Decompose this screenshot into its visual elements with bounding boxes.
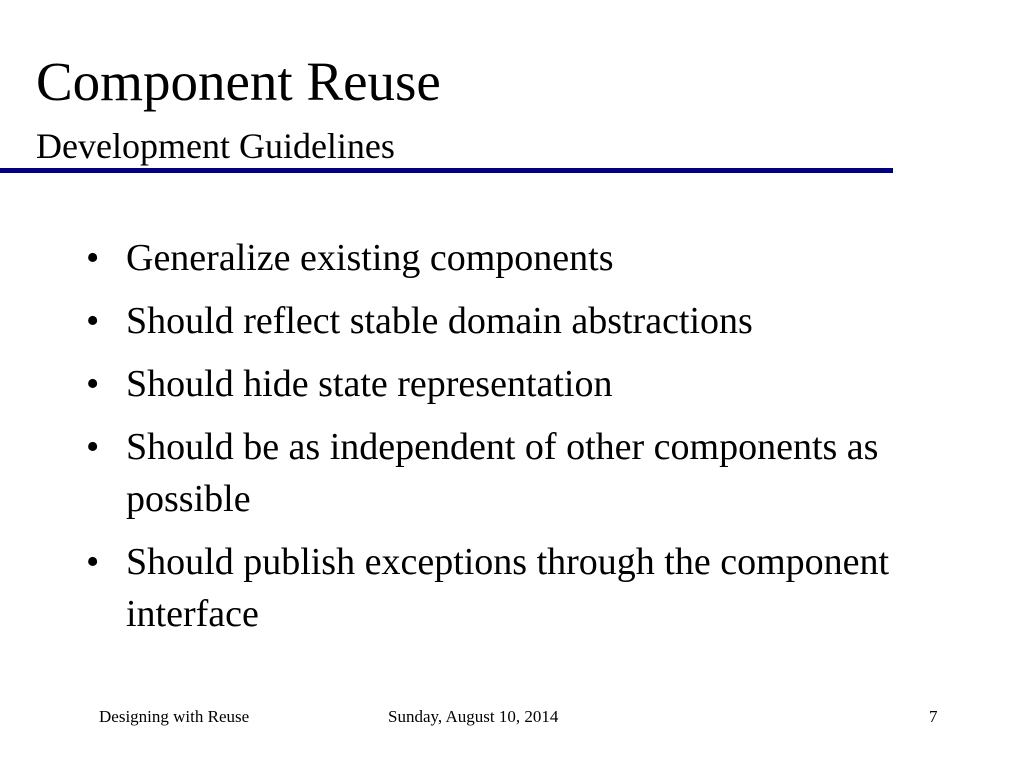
bullet-icon: • bbox=[86, 237, 100, 279]
bullet-list bbox=[86, 232, 946, 651]
slide-title: Component Reuse bbox=[36, 51, 441, 112]
bullet-text: Should be as independent of other components as possible bbox=[126, 426, 879, 520]
slide-subtitle: Development Guidelines bbox=[36, 126, 395, 166]
page-number: 7 bbox=[929, 707, 938, 726]
bullet-text: Should publish exceptions through the component interface bbox=[126, 541, 890, 635]
bullet-item bbox=[86, 232, 946, 284]
bullet-text: Should hide state representation bbox=[126, 363, 613, 405]
bullet-icon: • bbox=[86, 541, 100, 583]
bullet-item bbox=[86, 295, 946, 347]
bullet-icon: • bbox=[86, 300, 100, 342]
bullet-text: Generalize existing components bbox=[126, 237, 614, 279]
bullet-icon: • bbox=[86, 426, 100, 468]
footer-title: Designing with Reuse bbox=[99, 707, 250, 726]
bullet-text: Should reflect stable domain abstractions bbox=[126, 300, 753, 342]
bullet-icon: • bbox=[86, 363, 100, 405]
footer-date: Sunday, August 10, 2014 bbox=[388, 707, 559, 726]
bullet-item bbox=[86, 358, 946, 410]
title-divider bbox=[0, 168, 893, 173]
bullet-item bbox=[86, 536, 946, 640]
bullet-item bbox=[86, 421, 946, 525]
